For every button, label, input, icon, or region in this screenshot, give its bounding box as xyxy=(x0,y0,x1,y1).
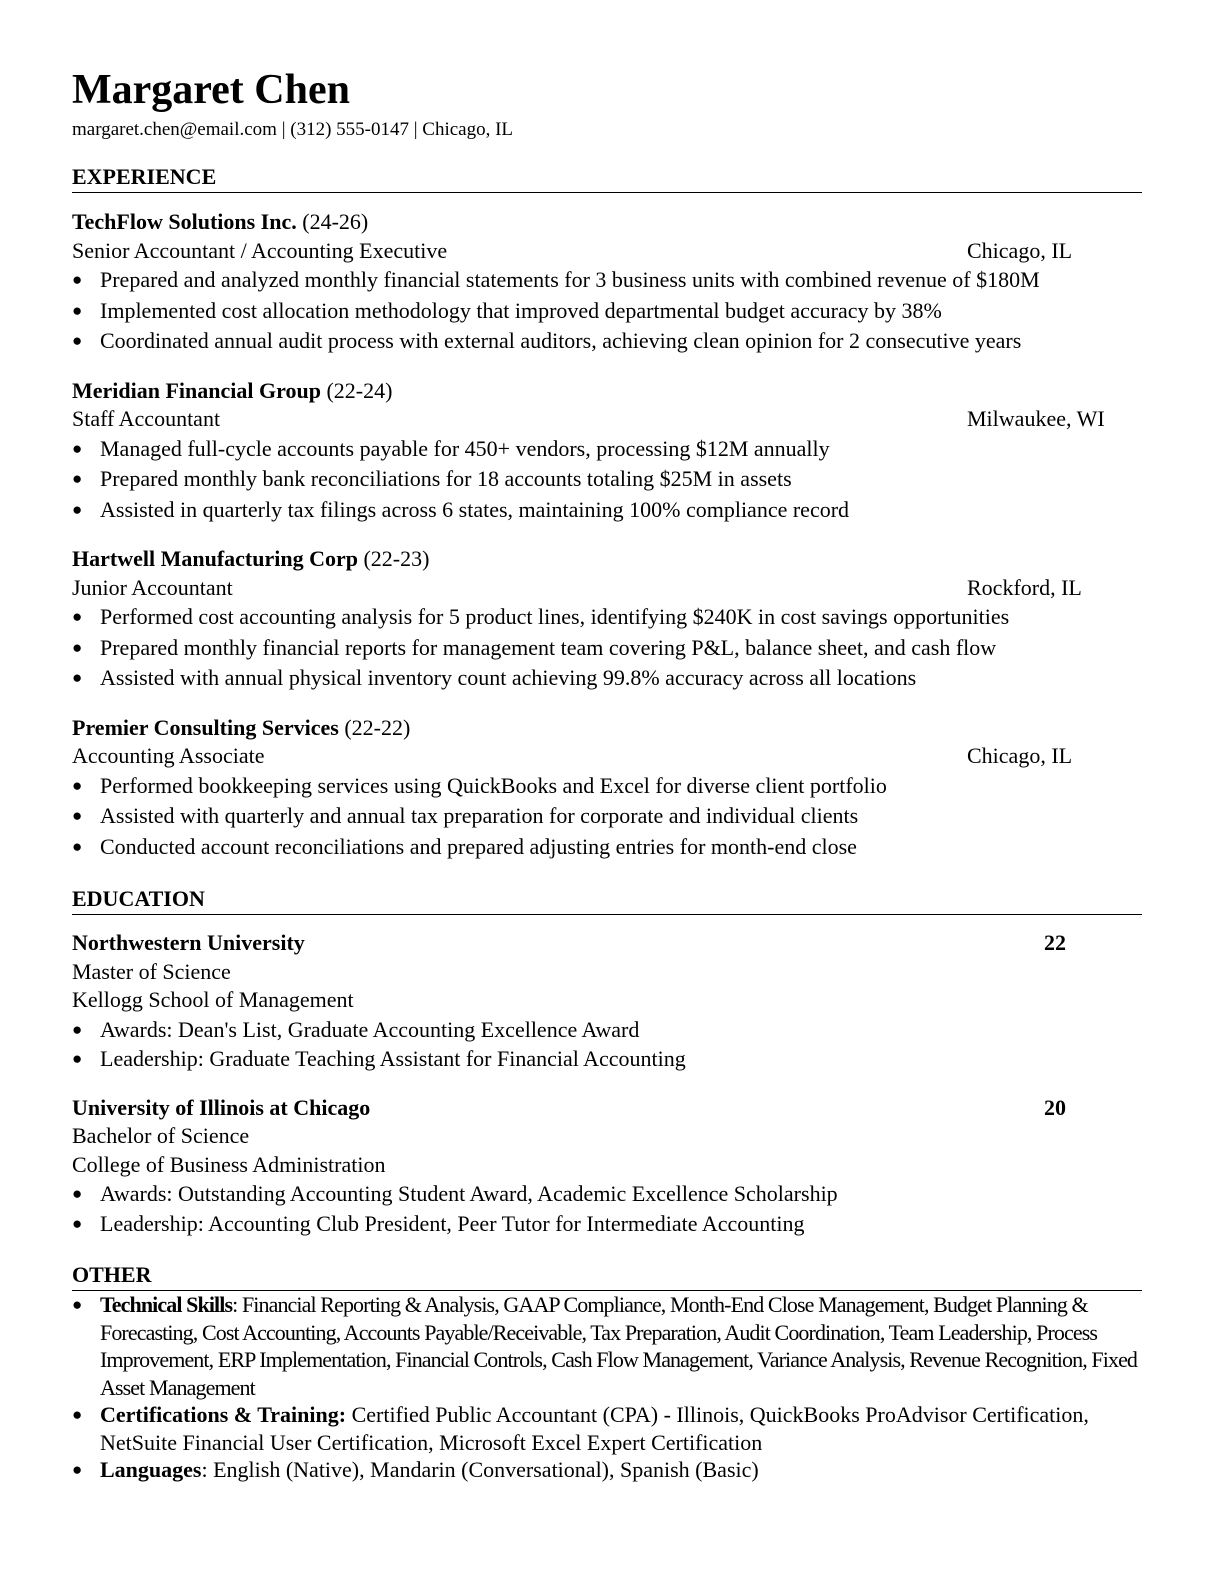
education-list xyxy=(72,929,1142,1238)
achievement-item xyxy=(72,326,1142,357)
job-title: Accounting Associate xyxy=(72,743,265,768)
contact-line: margaret.chen@email.com | (312) 555-0147 | Chicago, IL xyxy=(72,119,514,140)
education-heading: EDUCATION xyxy=(72,886,1142,915)
bullet-icon: ● xyxy=(72,438,83,458)
employment-dates: (22-22) xyxy=(338,714,411,740)
resume-page xyxy=(72,66,1142,1484)
languages-label: Languages xyxy=(100,1457,202,1482)
achievement-text: Prepared and analyzed monthly financial statements for 3 business units with combined revenue of $180M xyxy=(100,267,1040,292)
experience-heading: EXPERIENCE xyxy=(72,164,1142,193)
certifications-text: Certified Public Accountant (CPA) - Illinois, QuickBooks ProAdvisor Certification, NetSuite Financial User Certification, Microsoft Excel Expert Certification xyxy=(100,1402,1089,1455)
company-row xyxy=(72,208,1142,237)
education-detail-list xyxy=(72,1015,1142,1074)
achievement-text: Implemented cost allocation methodology that improved departmental budget accuracy by 38% xyxy=(100,297,942,323)
achievement-item xyxy=(72,434,1142,465)
school-name: University of Illinois at Chicago xyxy=(72,1094,371,1120)
education-detail-text: Awards: Dean's List, Graduate Accounting Excellence Award xyxy=(100,1016,640,1042)
job-title: Junior Accountant xyxy=(72,574,233,600)
employment-dates: (24-26) xyxy=(296,209,369,234)
college-name: Kellogg School of Management xyxy=(72,987,354,1012)
languages-text: English (Native), Mandarin (Conversational), Spanish (Basic) xyxy=(213,1457,759,1482)
bullet-icon: ● xyxy=(72,1213,83,1233)
company-name: Premier Consulting Services xyxy=(72,714,339,740)
technical-skills-item xyxy=(72,1291,1142,1401)
bullet-icon: ● xyxy=(72,607,83,626)
technical-skills-label: Technical Skills xyxy=(100,1292,233,1317)
experience-entry xyxy=(72,714,1142,863)
education-detail-item xyxy=(72,1179,1142,1209)
bullet-icon: ● xyxy=(72,499,83,519)
achievement-text: Prepared monthly financial reports for management team covering P&L, balance sheet, and cash flow xyxy=(100,634,997,660)
certifications-item xyxy=(72,1401,1142,1456)
bullet-icon: ● xyxy=(72,1019,83,1039)
role-row xyxy=(72,237,1142,266)
school-row xyxy=(72,1094,1142,1123)
achievement-text: Coordinated annual audit process with external auditors, achieving clean opinion for 2 consecutive years xyxy=(100,328,1022,353)
achievement-list xyxy=(72,771,1142,863)
job-location: Rockford, IL xyxy=(967,574,1082,600)
achievement-item xyxy=(72,801,1142,832)
graduation-year: 22 xyxy=(1044,930,1066,955)
job-location: Chicago, IL xyxy=(967,237,1073,263)
education-detail-item xyxy=(72,1015,1142,1045)
company-row xyxy=(72,545,1142,574)
certifications-label: Certifications & Training: xyxy=(100,1402,347,1427)
education-entry xyxy=(72,929,1142,1074)
experience-entry xyxy=(72,377,1142,526)
graduation-year: 20 xyxy=(1044,1094,1066,1120)
employment-dates: (22-24) xyxy=(320,377,393,403)
achievement-item xyxy=(72,832,1142,863)
degree: Master of Science xyxy=(72,958,231,984)
achievement-text: Assisted with quarterly and annual tax preparation for corporate and individual clients xyxy=(100,803,859,828)
experience-list xyxy=(72,208,1142,862)
education-detail-item xyxy=(72,1044,1142,1074)
degree: Bachelor of Science xyxy=(72,1123,250,1148)
education-detail-text: Awards: Outstanding Accounting Student Award, Academic Excellence Scholarship xyxy=(100,1181,838,1206)
role-row xyxy=(72,405,1142,434)
bullet-icon: ● xyxy=(72,469,83,488)
achievement-text: Assisted in quarterly tax filings across 6 states, maintaining 100% compliance record xyxy=(100,496,850,522)
bullet-icon: ● xyxy=(72,1295,83,1314)
other-heading: OTHER xyxy=(72,1262,1142,1291)
bullet-icon: ● xyxy=(72,331,83,350)
achievement-text: Performed bookkeeping services using QuickBooks and Excel for diverse client portfolio xyxy=(100,772,887,798)
bullet-icon: ● xyxy=(72,1460,83,1479)
bullet-icon: ● xyxy=(72,637,83,657)
education-detail-item xyxy=(72,1209,1142,1239)
job-location: Chicago, IL xyxy=(967,743,1073,768)
company-name: Meridian Financial Group xyxy=(72,377,321,403)
education-detail-text: Leadership: Graduate Teaching Assistant for Financial Accounting xyxy=(100,1046,686,1071)
school-row xyxy=(72,929,1142,958)
education-detail-list xyxy=(72,1179,1142,1238)
candidate-name: Margaret Chen xyxy=(72,67,350,113)
job-location: Milwaukee, WI xyxy=(967,406,1105,431)
achievement-item xyxy=(72,633,1142,664)
college-name: College of Business Administration xyxy=(72,1151,386,1177)
bullet-icon: ● xyxy=(72,1184,83,1203)
role-row xyxy=(72,742,1142,771)
achievement-item xyxy=(72,296,1142,327)
achievement-text: Assisted with annual physical inventory count achieving 99.8% accuracy across all locations xyxy=(100,665,917,690)
company-name: Hartwell Manufacturing Corp xyxy=(72,546,358,571)
education-detail-text: Leadership: Accounting Club President, Peer Tutor for Intermediate Accounting xyxy=(100,1210,805,1236)
employment-dates: (22-23) xyxy=(357,546,430,571)
achievement-item xyxy=(72,265,1142,296)
job-title: Senior Accountant / Accounting Executive xyxy=(72,237,448,263)
achievement-item xyxy=(72,663,1142,694)
achievement-item xyxy=(72,602,1142,633)
bullet-icon: ● xyxy=(72,1049,83,1068)
achievement-list xyxy=(72,265,1142,357)
experience-entry xyxy=(72,208,1142,357)
languages-item xyxy=(72,1456,1142,1484)
bullet-icon: ● xyxy=(72,836,83,856)
achievement-text: Conducted account reconciliations and prepared adjusting entries for month-end close xyxy=(100,833,857,859)
bullet-icon: ● xyxy=(72,775,83,795)
bullet-icon: ● xyxy=(72,668,83,687)
company-name: TechFlow Solutions Inc. xyxy=(72,209,297,234)
bullet-icon: ● xyxy=(72,300,83,320)
education-entry xyxy=(72,1094,1142,1239)
languages-sep: : xyxy=(201,1457,214,1482)
achievement-text: Managed full-cycle accounts payable for 450+ vendors, processing $12M annually xyxy=(100,435,830,461)
bullet-icon: ● xyxy=(72,806,83,825)
achievement-item xyxy=(72,771,1142,802)
bullet-icon: ● xyxy=(72,270,83,289)
achievement-list xyxy=(72,602,1142,694)
school-name: Northwestern University xyxy=(72,930,305,955)
achievement-item xyxy=(72,495,1142,526)
bullet-icon: ● xyxy=(72,1405,83,1424)
technical-skills-text: Financial Reporting & Analysis, GAAP Compliance, Month-End Close Management, Budget Planning & Forecasting, Cost Accounting, Accounts Payable/Receivable, Tax Preparation, Audit Coordination, Team Leadership, Process Improvement, ERP Implementation, Financial Controls, Cash Flow Management, Variance Analysis, Revenue Recognition, Fixed Asset Management xyxy=(100,1292,1138,1400)
experience-entry xyxy=(72,545,1142,694)
achievement-item xyxy=(72,464,1142,495)
achievement-text: Prepared monthly bank reconciliations for 18 accounts totaling $25M in assets xyxy=(100,466,792,491)
technical-skills-sep: : xyxy=(232,1292,242,1317)
achievement-text: Performed cost accounting analysis for 5 product lines, identifying $240K in cost savings opportunities xyxy=(100,604,1010,629)
achievement-list xyxy=(72,434,1142,526)
company-row xyxy=(72,714,1142,743)
job-title: Staff Accountant xyxy=(72,406,221,431)
company-row xyxy=(72,377,1142,406)
role-row xyxy=(72,574,1142,603)
other-list xyxy=(72,1291,1142,1484)
